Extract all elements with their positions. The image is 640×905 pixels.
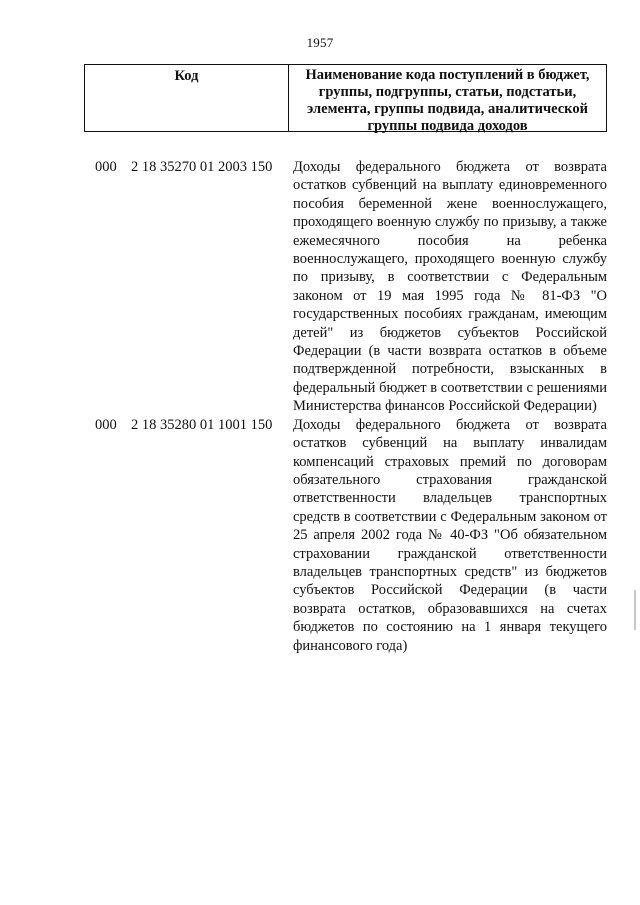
code-column-header: Код [85,65,289,131]
table-row [95,416,607,655]
row-revenue-code: 2 18 35270 01 2003 150 [131,159,273,175]
row-admin-code: 000 [95,416,117,433]
row-description: Доходы федерального бюджета от возврата остатков субвенций на выплату инвалидам компенсаций страховых премий по договорам обязательного страхования гражданской ответственности владельцев транспортных средств в соответствии с Федеральным законом от 25 апреля 2002 года № 40-ФЗ "Об обязательном страховании гражданской ответственности владельцев транспортных средств" из бюджетов субъектов Российской Федерации (в части возврата остатков, образовавшихся на счетах бюджетов по состоянию на 1 января текущего финансового года) [293,416,607,654]
row-revenue-code: 2 18 35280 01 1001 150 [131,416,273,433]
table-header [84,64,607,132]
name-column-header: Наименование кода поступлений в бюджет, группы, подгруппы, статьи, подстатьи, элемента, группы подвида, аналитической группы подвида доходов [305,67,590,134]
page-number: 1957 [306,35,334,50]
scan-edge-mark [634,590,636,630]
row-description: Доходы федерального бюджета от возврата остатков субвенций на выплату единовременного пособия беременной жене военнослужащего, проходящего военную службу по призыву, а также ежемесячного пособия на ребенка военнослужащего, проходящего военную службу по призыву, в соответствии с Федеральным законом от 19 мая 1995 года № 81-ФЗ "О государственных пособиях гражданам, имеющим детей" из бюджетов субъектов Российской Федерации (в части возврата остатков в объеме подтвержденной потребности, взысканных в федеральный бюджет в соответствии с решениями Министерства финансов Российской Федерации) [293,159,607,415]
budget-code-list [95,158,607,655]
table-row [95,158,607,416]
row-admin-code: 000 [95,159,117,175]
